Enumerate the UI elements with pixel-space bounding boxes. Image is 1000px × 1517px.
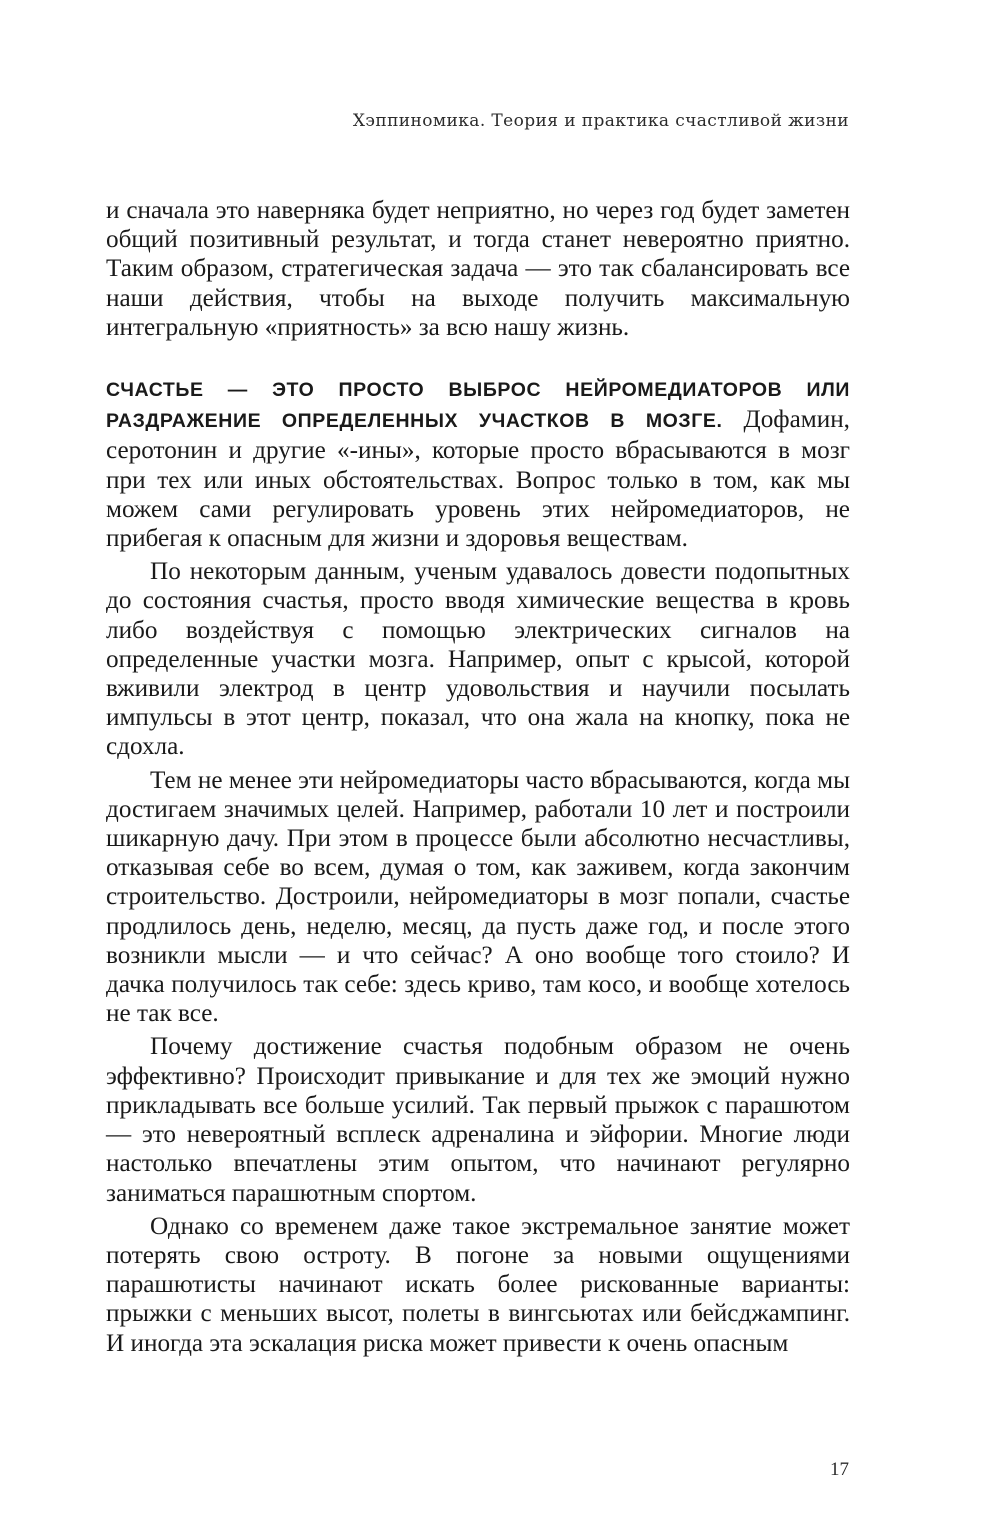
bold-lead-in-heading: СЧАСТЬЕ — ЭТО ПРОСТО ВЫБРОС НЕЙРОМЕДИАТОРОВ ИЛИ РАЗДРАЖЕНИЕ ОПРЕДЕЛЕННЫХ УЧАСТКОВ В МОЗГЕ. — [106, 379, 850, 433]
paragraph-goals-example: Тем не менее эти нейромедиаторы часто вбрасываются, когда мы достигаем значимых целей. Например, работали 10 лет и построили шикарную дачу. При этом в процессе были абсолютно несчастливы, отказывая себе во всем, думая о том, как заживем, когда закончим строительство. Достроили, нейромедиаторы в мозг попали, счастье продлилось день, неделю, месяц, да пусть даже год, и после этого возникли мысли — и что сейчас? А оно вообще того стоило? И дачка получилось так себе: здесь криво, там косо, и вообще хотелось не так все. — [106, 766, 850, 1028]
paragraph-habituation: Почему достижение счастья подобным образом не очень эффективно? Происходит привыкание и для тех же эмоций нужно прикладывать все больше усилий. Так первый прыжок с парашютом — это невероятный всплеск адреналина и эйфории. Многие люди настолько впечатлены этим опытом, что начинают регулярно заниматься парашютным спортом. — [106, 1033, 850, 1207]
paragraph-happiness-definition — [106, 374, 850, 553]
paragraph-body-text: Дофамин, серотонин и другие «-ины», которые просто вбрасываются в мозг при тех или иных обстоятельствах. Вопрос только в том, как мы можем сами регулировать уровень этих нейромедиаторов, не прибегая к опасным для жизни и здоровья веществам. — [106, 406, 850, 553]
body-text — [106, 196, 850, 1358]
paragraph-escalation: Однако со временем даже такое экстремальное занятие может потерять свою остроту. В погоне за новыми ощущениями парашютисты начинают искать более рискованные варианты: прыжки с меньших высот, полеты в вингсьютах или бейсджампинг. И иногда эта эскалация риска может привести к очень опасным — [106, 1212, 850, 1357]
page-number: 17 — [830, 1459, 849, 1480]
paragraph-continuation: и сначала это наверняка будет неприятно, но через год будет заметен общий позитивный результат, и тогда станет невероятно приятно. Таким образом, стратегическая задача — это так сбалансировать все наши действия, чтобы на выходе получить максимальную интегральную «приятность» за всю нашу жизнь. — [106, 197, 850, 341]
paragraph-experiments: По некоторым данным, ученым удавалось довести подопытных до состояния счастья, просто вводя химические вещества в кровь либо воздействуя с помощью электрических сигналов на определенные участки мозга. Например, опыт с крысой, которой вживили электрод в центр удовольствия и научили посылать импульсы в этот центр, показал, что она жала на кнопку, пока не сдохла. — [106, 558, 850, 761]
running-header-title: Хэппиномика. Теория и практика счастливой жизни — [352, 111, 849, 131]
